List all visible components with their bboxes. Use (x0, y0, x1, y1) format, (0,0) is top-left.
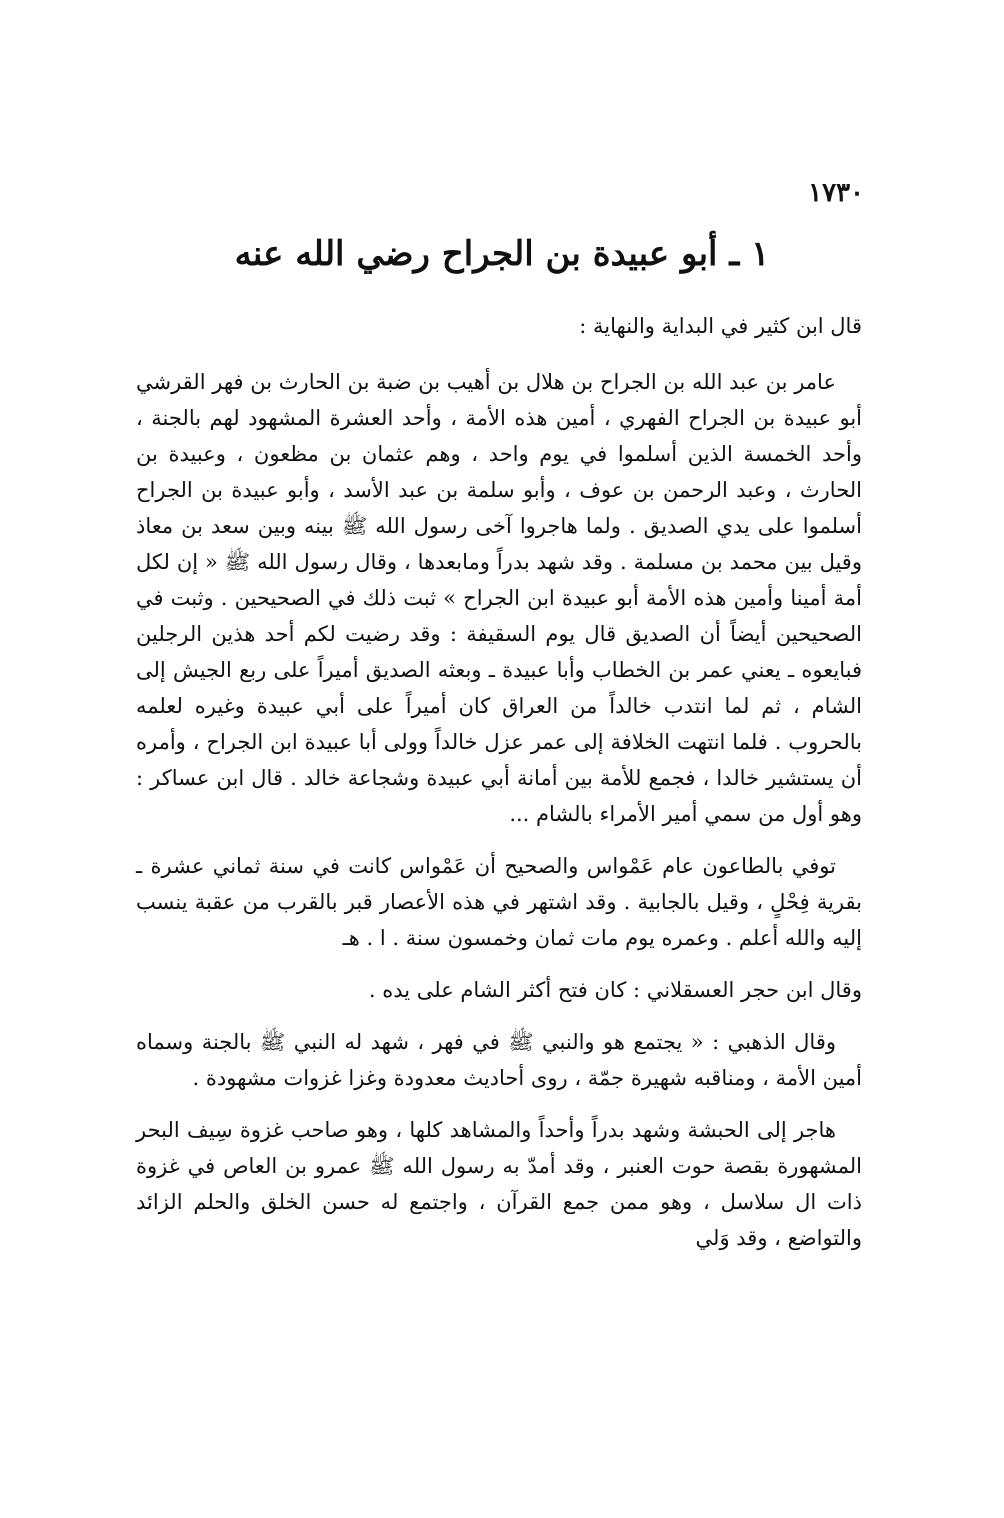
body-text (136, 308, 862, 1272)
paragraph-migration: هاجر إلى الحبشة وشهد بدراً وأحداً والمشاهد كلها ، وهو صاحب غزوة سِيف البحر المشهورة بقصة حوت العنبر ، وقد أمدّ به رسول الله ﷺ عمرو بن العاص في غزوة ذات ال سلاسل ، وهو ممن جمع القرآن ، واجتمع له حسن الخلق والحلم الزائد والتواضع ، وقد وَلي (136, 1118, 862, 1250)
paragraph-intro: قال ابن كثير في البداية والنهاية : (579, 314, 862, 338)
paragraph-dhahabi: وقال الذهبي : « يجتمع هو والنبي ﷺ في فهر ، شهد له النبي ﷺ بالجنة وسماه أمين الأمة ، ومناقبه شهيرة جمّة ، روى أحاديث معدودة وغزا غزوات مشهودة . (136, 1030, 862, 1090)
paragraph-ibn-hajar: وقال ابن حجر العسقلاني : كان فتح أكثر الشام على يده . (368, 978, 862, 1002)
chapter-title: ١ ـ أبو عبيدة بن الجراح رضي الله عنه (234, 234, 770, 274)
paragraph-biography: عامر بن عبد الله بن الجراح بن هلال بن أهيب بن ضبة بن الحارث بن فهر القرشي أبو عبيدة بن الجراح الفهري ، أمين هذه الأمة ، وأحد العشرة المشهود لهم بالجنة ، وأحد الخمسة الذين أسلموا في يوم واحد ، وهم عثمان بن مظعون ، وعبيدة بن الحارث ، وعبد الرحمن بن عوف ، وأبو سلمة بن عبد الأسد ، وأبو عبيدة بن الجراح أسلموا على يدي الصديق . ولما هاجروا آخى رسول الله ﷺ بينه وبين سعد بن معاذ وقيل بين محمد بن مسلمة . وقد شهد بدراً ومابعدها ، وقال رسول الله ﷺ « إن لكل أمة أمينا وأمين هذه الأمة أبو عبيدة ابن الجراح » ثبت ذلك في الصحيحين . وثبت في الصحيحين أيضاً أن الصديق قال يوم السقيفة : وقد رضيت لكم أحد هذين الرجلين فبايعوه ـ يعني عمر بن الخطاب وأبا عبيدة ـ وبعثه الصديق أميراً على ربع الجيش إلى الشام ، ثم لما انتدب خالداً من العراق كان أميراً على أبي عبيدة وغيره لعلمه بالحروب . فلما انتهت الخلافة إلى عمر عزل خالداً وولى أبا عبيدة ابن الجراح ، وأمره أن يستشير خالدا ، فجمع للأمة بين أمانة أبي عبيدة وشجاعة خالد . قال ابن عساكر : وهو أول من سمي أمير الأمراء بالشام ... (136, 370, 862, 826)
paragraph-death: توفي بالطاعون عام عَمْواس والصحيح أن عَمْواس كانت في سنة ثماني عشرة ـ بقرية فِحْلٍ ، وقيل بالجابية . وقد اشتهر في هذه الأعصار قبر بالقرب من عقبة ينسب إليه والله أعلم . وعمره يوم مات ثمان وخمسون سنة . ا . هـ (136, 854, 862, 950)
page-number: ١٧٣٠ (808, 178, 864, 208)
